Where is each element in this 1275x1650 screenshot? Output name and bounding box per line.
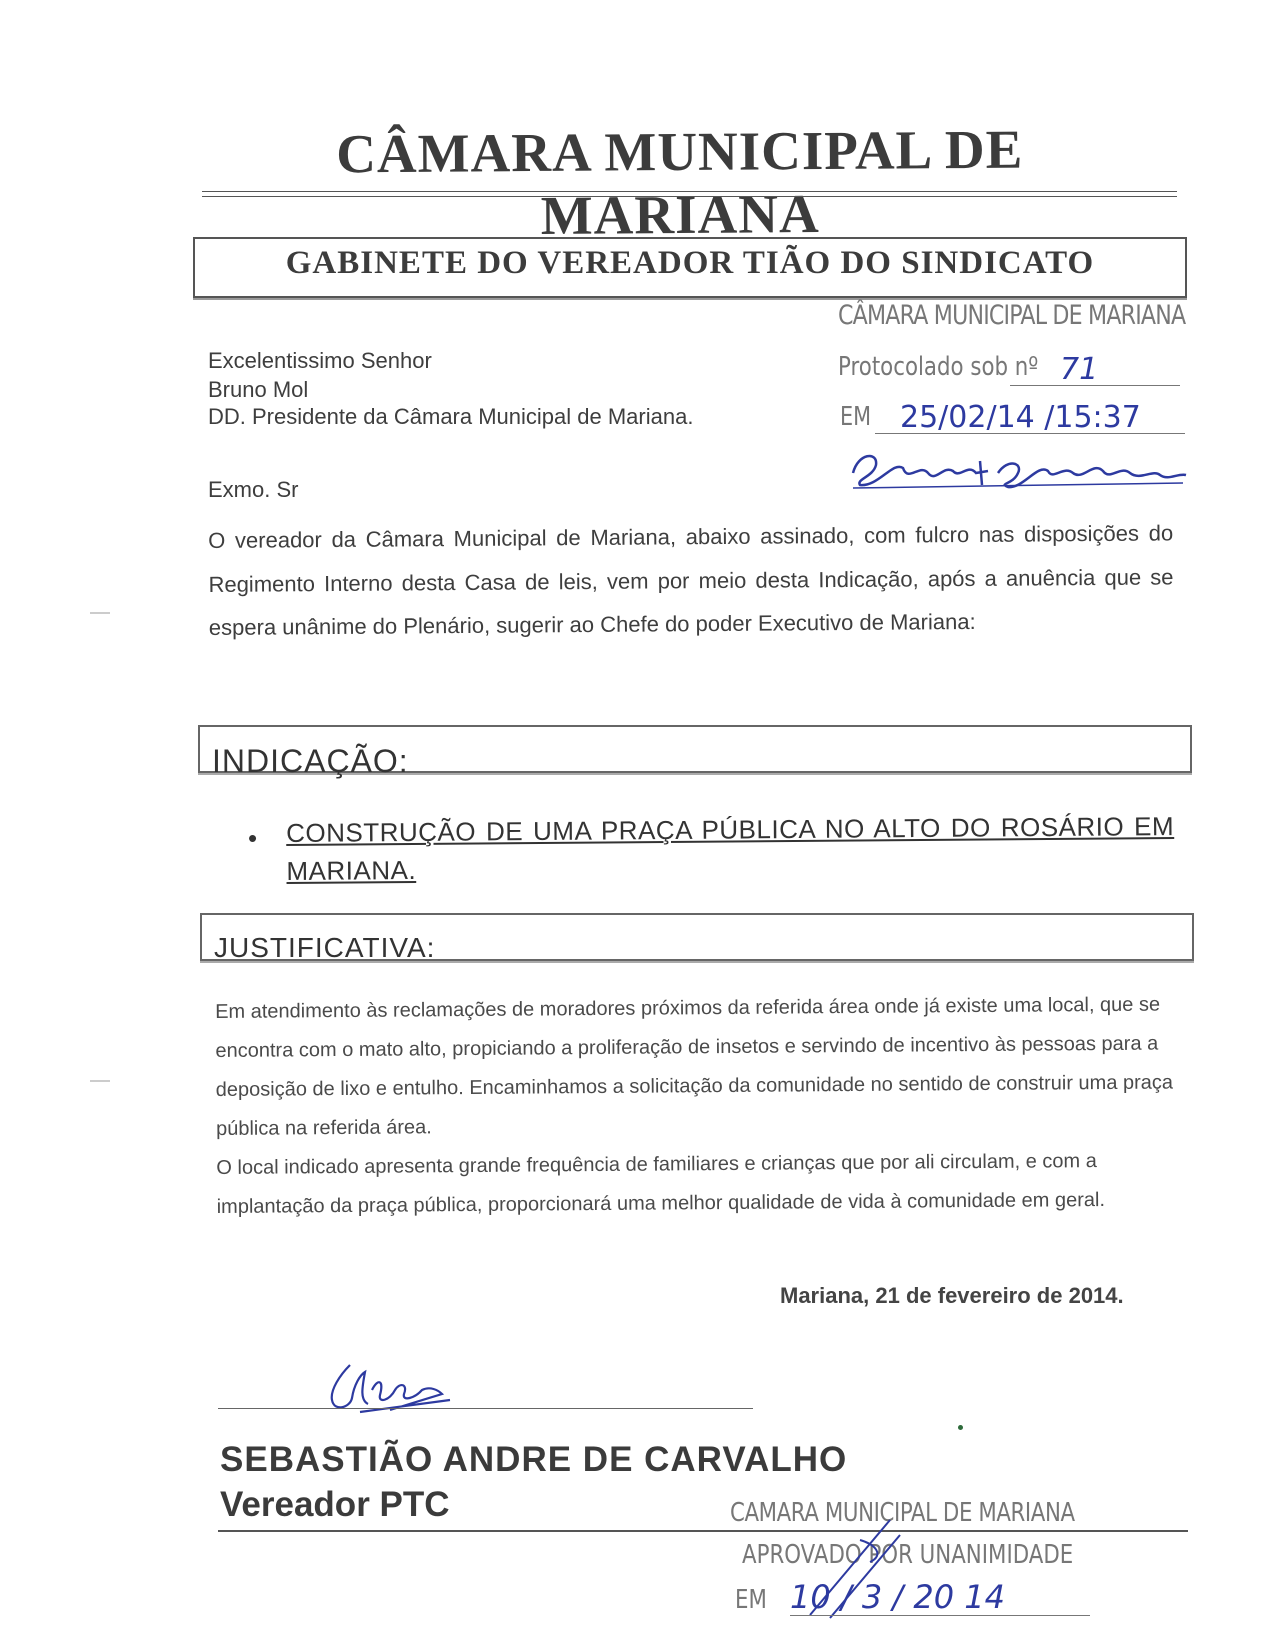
protocol-stamp-house: CÂMARA MUNICIPAL DE MARIANA — [838, 300, 1186, 331]
signer-name: SEBASTIÃO ANDRE DE CARVALHO — [220, 1440, 848, 1479]
signature-icon — [320, 1360, 460, 1415]
protocol-signature-icon — [848, 443, 1188, 493]
indication-heading: INDICAÇÃO: — [212, 743, 409, 779]
intro-paragraph: O vereador da Câmara Municipal de Mariana, abaixo assinado, com fulcro nas disposições do Regimento Interno desta Casa de leis, vem por meio desta Indicação, após a anuência que se espera unânime do Plenário, sugerir ao Chefe do poder Executivo de Mariana: — [208, 520, 1174, 640]
signature-line — [218, 1408, 753, 1409]
addressee-title: DD. Presidente da Câmara Municipal de Mariana. — [208, 404, 694, 429]
protocol-em-label: EM — [840, 402, 872, 432]
protocol-stamp-label: Protocolado sob nº — [838, 352, 1039, 382]
scan-speck — [90, 1080, 110, 1082]
approval-scribble-icon — [790, 1510, 910, 1620]
justification-paragraph-2: O local indicado apresenta grande frequência de familiares e crianças que por ali circulam, e com a implantação da praça pública, proporcionará uma melhor qualidade de vida à comunidade em geral. — [216, 1150, 1106, 1218]
scan-speck — [958, 1425, 963, 1430]
title-divider — [202, 191, 1177, 197]
greeting: Exmo. Sr — [208, 477, 299, 502]
approval-em-label: EM — [735, 1585, 767, 1615]
cabinet-label: GABINETE DO VEREADOR TIÃO DO SINDICATO — [285, 245, 1095, 281]
addressee-salutation: Excelentissimo Senhor — [208, 348, 432, 373]
scan-speck — [90, 612, 110, 614]
bottom-divider — [218, 1530, 1188, 1532]
protocol-number: 71 — [1060, 352, 1099, 387]
justification-text — [215, 985, 1177, 1227]
protocol-date-time: 25/02/14 /15:37 — [900, 400, 1141, 435]
approval-date-line — [790, 1615, 1090, 1616]
approval-stamp-status: APROVADO POR UNANIMIDADE — [742, 1540, 1074, 1570]
document-title: CÂMARA MUNICIPAL DE MARIANA — [335, 118, 1024, 246]
indication-item: CONSTRUÇÃO DE UMA PRAÇA PÚBLICA NO ALTO DO ROSÁRIO EM MARIANA. — [286, 811, 1175, 886]
bullet-icon: • — [248, 823, 258, 853]
addressee-name: Bruno Mol — [208, 377, 309, 402]
justification-paragraph-1: Em atendimento às reclamações de moradores próximos da referida área onde já existe uma local, que se encontra com o mato alto, propiciando a proliferação de insetos e servindo de incentivo às pessoas para a deposição de lixo e entulho. Encaminhamos a solicitação da comunidade no sentido de construir uma praça pública na referida área. — [215, 993, 1174, 1140]
justification-heading: JUSTIFICATIVA: — [214, 932, 436, 963]
signer-role: Vereador PTC — [220, 1485, 450, 1524]
approval-stamp-house: CAMARA MUNICIPAL DE MARIANA — [730, 1498, 1075, 1528]
document-date: Mariana, 21 de fevereiro de 2014. — [780, 1283, 1124, 1308]
approval-date: 10 / 3 / 20 14 — [790, 1578, 1005, 1616]
